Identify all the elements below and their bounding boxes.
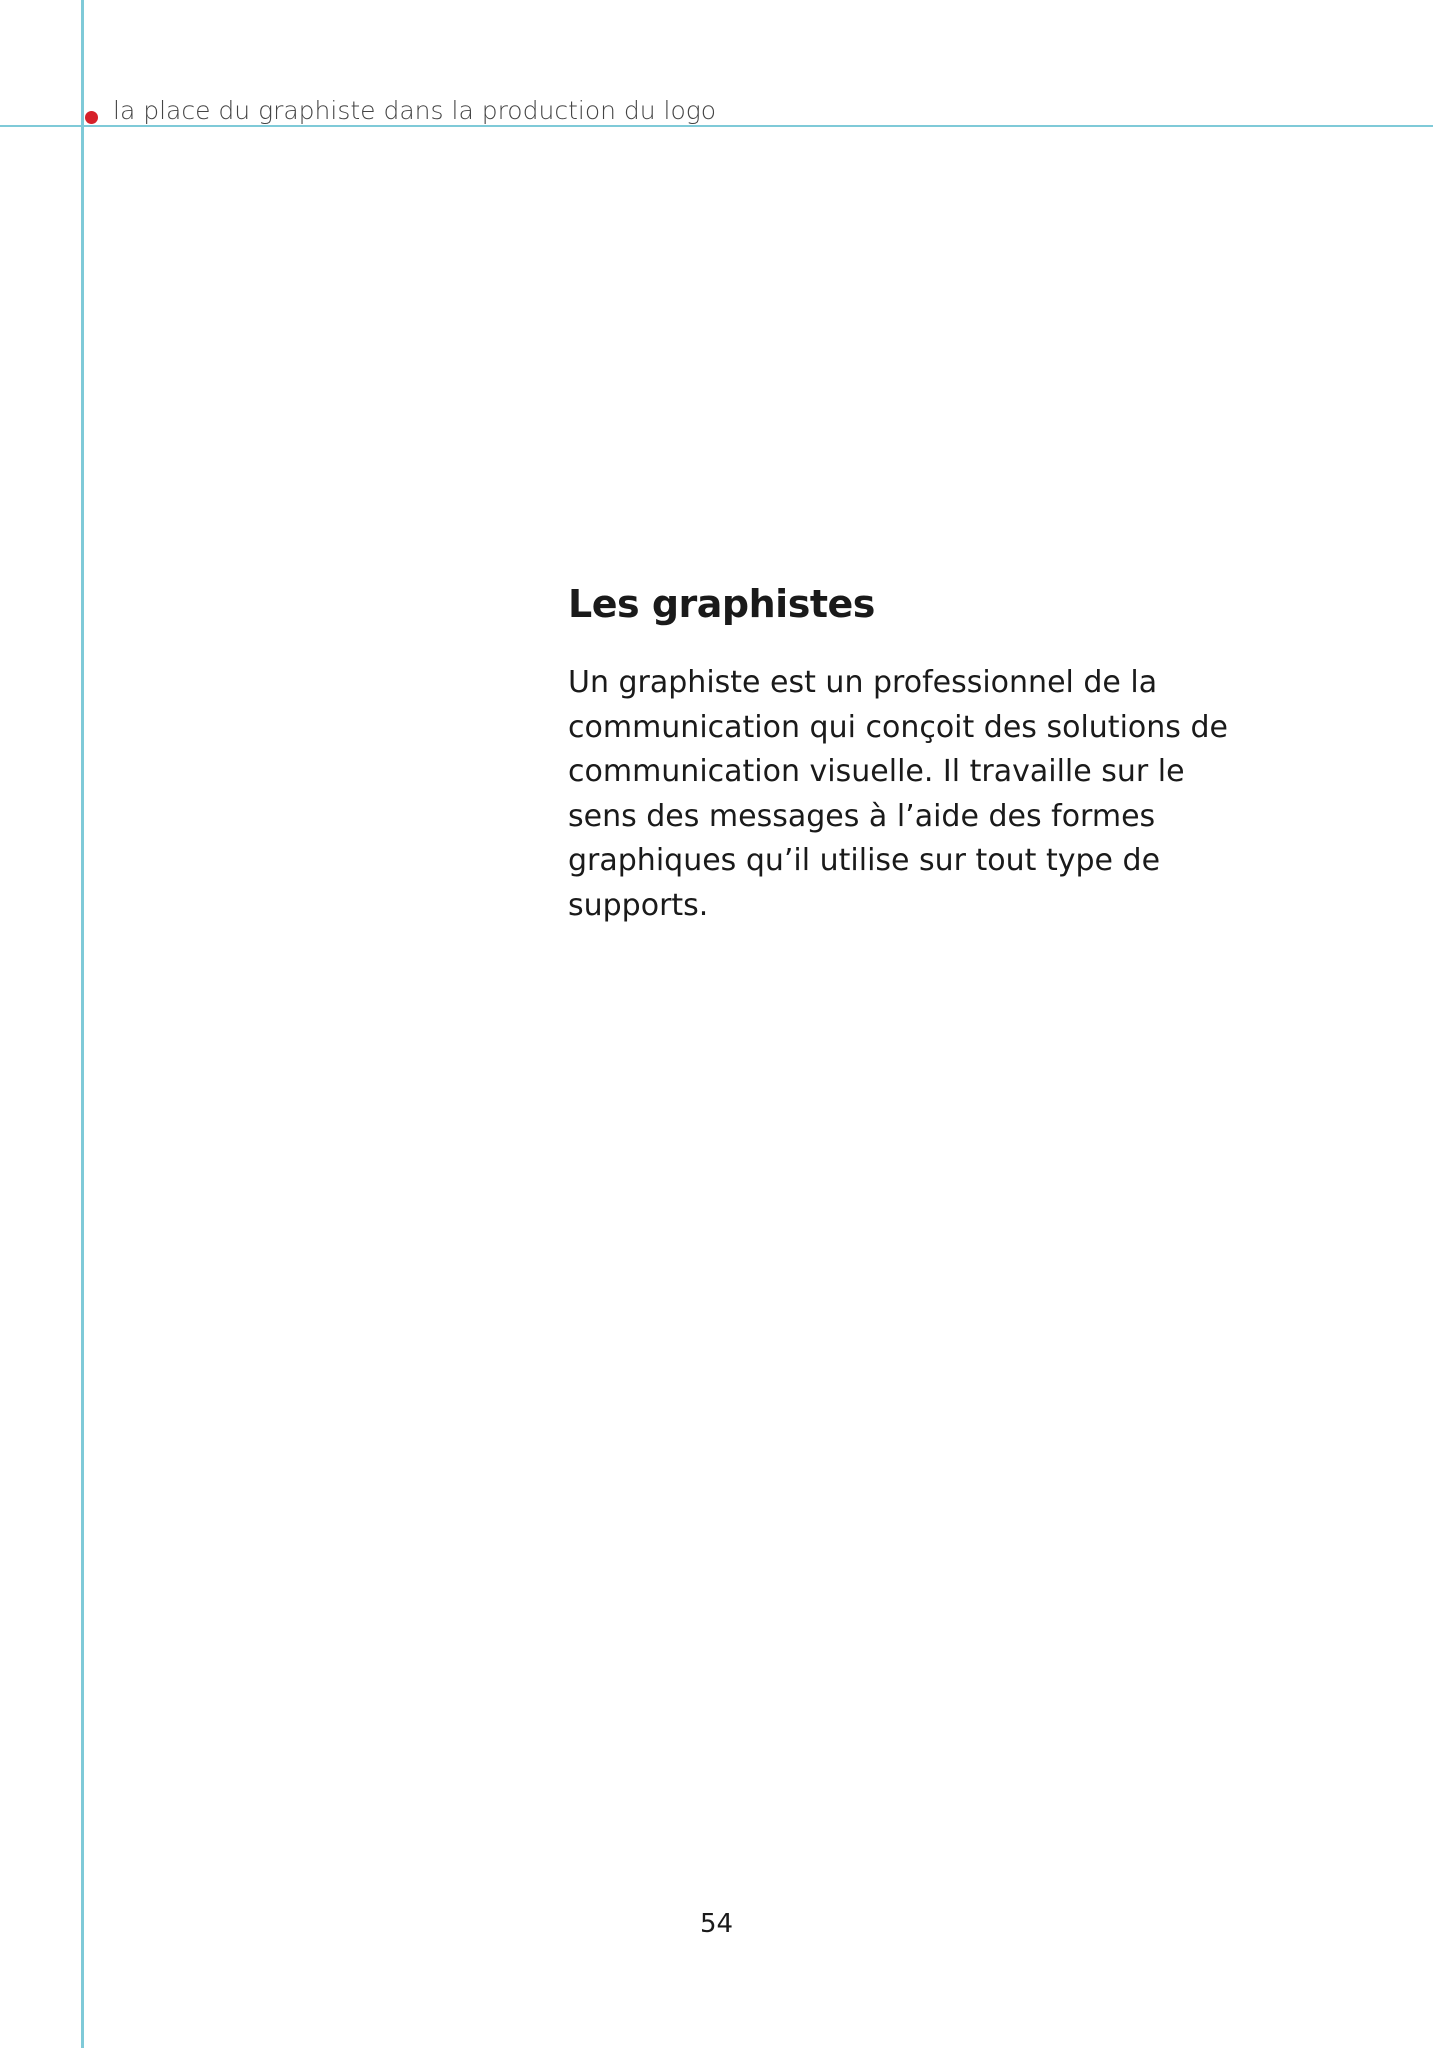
main-content	[568, 578, 1228, 928]
running-header: la place du graphiste dans la production du logo	[113, 96, 717, 125]
section-title: Les graphistes	[568, 582, 875, 626]
header-bullet-icon	[85, 111, 98, 124]
page-number: 54	[699, 1909, 734, 1939]
header-rule-horizontal	[0, 125, 1433, 127]
body-paragraph: Un graphiste est un professionnel de la communication qui conçoit des solutions de communication visuelle. Il travaille sur le sens des messages à l’aide des formes graphiques qu’il utilise sur tout type de supports.	[568, 665, 1228, 923]
margin-rule-vertical	[81, 0, 84, 2048]
